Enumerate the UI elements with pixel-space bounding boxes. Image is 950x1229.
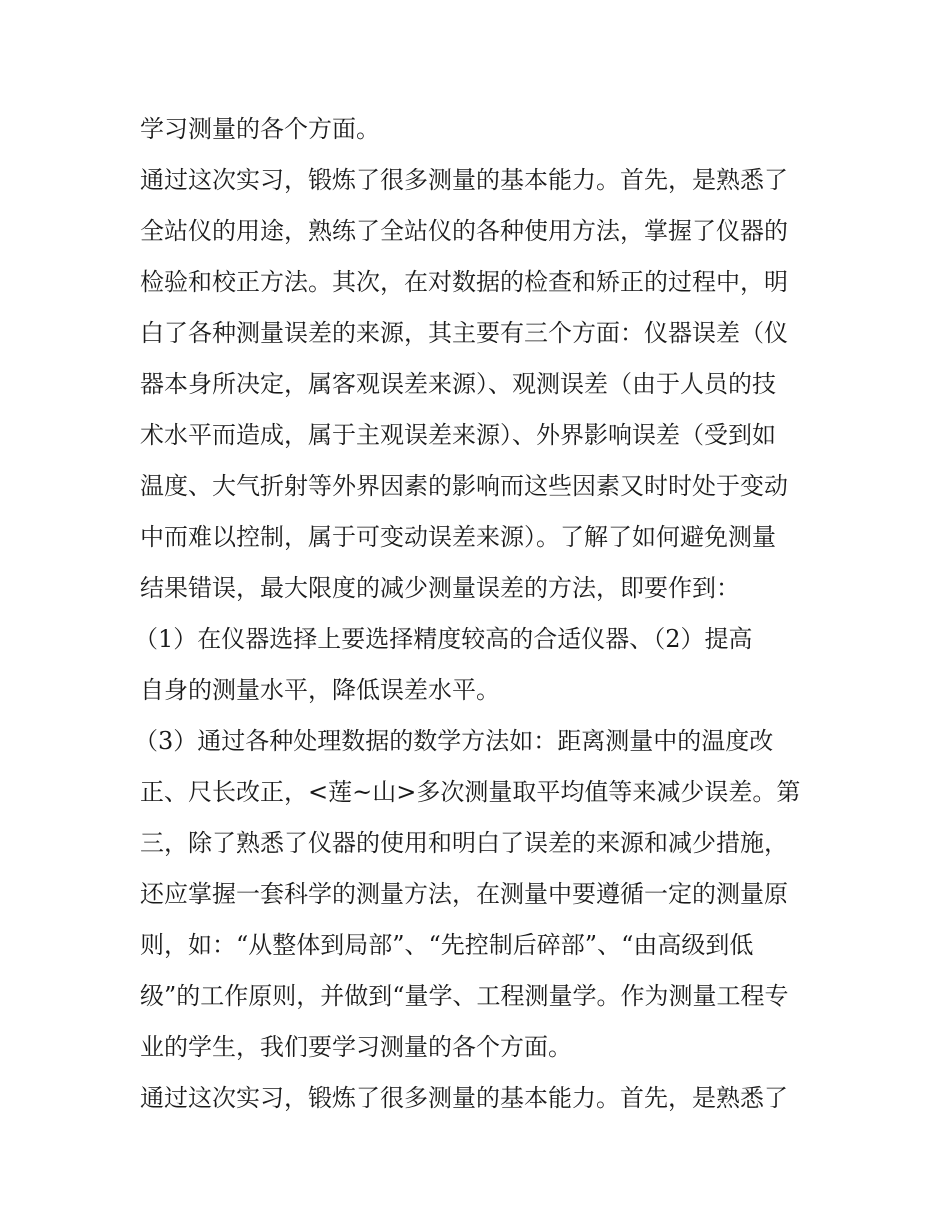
text-line: 结果错误，最大限度的减少测量误差的方法，即要作到： — [140, 574, 740, 602]
text-line: 还应掌握一套科学的测量方法，在测量中要遵循一定的测量原 — [140, 880, 788, 908]
text-line: 级”的工作原则，并做到“量学、工程测量学。作为测量工程专 — [140, 982, 789, 1010]
text-line: 学习测量的各个方面。 — [140, 115, 380, 143]
text-line: 正、尺长改正，<莲~山>多次测量取平均值等来减少误差。第 — [140, 778, 801, 806]
text-line: （3）通过各种处理数据的数学方法如：距离测量中的温度改 — [134, 727, 774, 755]
text-line: 通过这次实习，锻炼了很多测量的基本能力。首先，是熟悉了 — [140, 166, 788, 194]
text-line: （1）在仪器选择上要选择精度较高的合适仪器、（2）提高 — [134, 625, 753, 653]
text-line: 白了各种测量误差的来源，其主要有三个方面：仪器误差（仪 — [140, 319, 788, 347]
text-line: 全站仪的用途，熟练了全站仪的各种使用方法，掌握了仪器的 — [140, 217, 788, 245]
text-line: 三，除了熟悉了仪器的使用和明白了误差的来源和减少措施， — [140, 829, 788, 857]
text-line: 则，如：“从整体到局部”、“先控制后碎部”、“由高级到低 — [140, 931, 754, 959]
text-line: 业的学生，我们要学习测量的各个方面。 — [140, 1033, 572, 1061]
text-line: 通过这次实习，锻炼了很多测量的基本能力。首先，是熟悉了 — [140, 1084, 788, 1112]
text-line: 中而难以控制，属于可变动误差来源）。了解了如何避免测量 — [140, 523, 776, 551]
text-line: 自身的测量水平，降低误差水平。 — [140, 676, 500, 704]
text-line: 温度、大气折射等外界因素的影响而这些因素又时时处于变动 — [140, 472, 788, 500]
text-line: 检验和校正方法。其次，在对数据的检查和矫正的过程中，明 — [140, 268, 788, 296]
text-line: 术水平而造成，属于主观误差来源）、外界影响误差（受到如 — [140, 421, 776, 449]
document-body — [134, 104, 830, 1124]
text-line: 器本身所决定，属客观误差来源）、观测误差（由于人员的技 — [140, 370, 776, 398]
